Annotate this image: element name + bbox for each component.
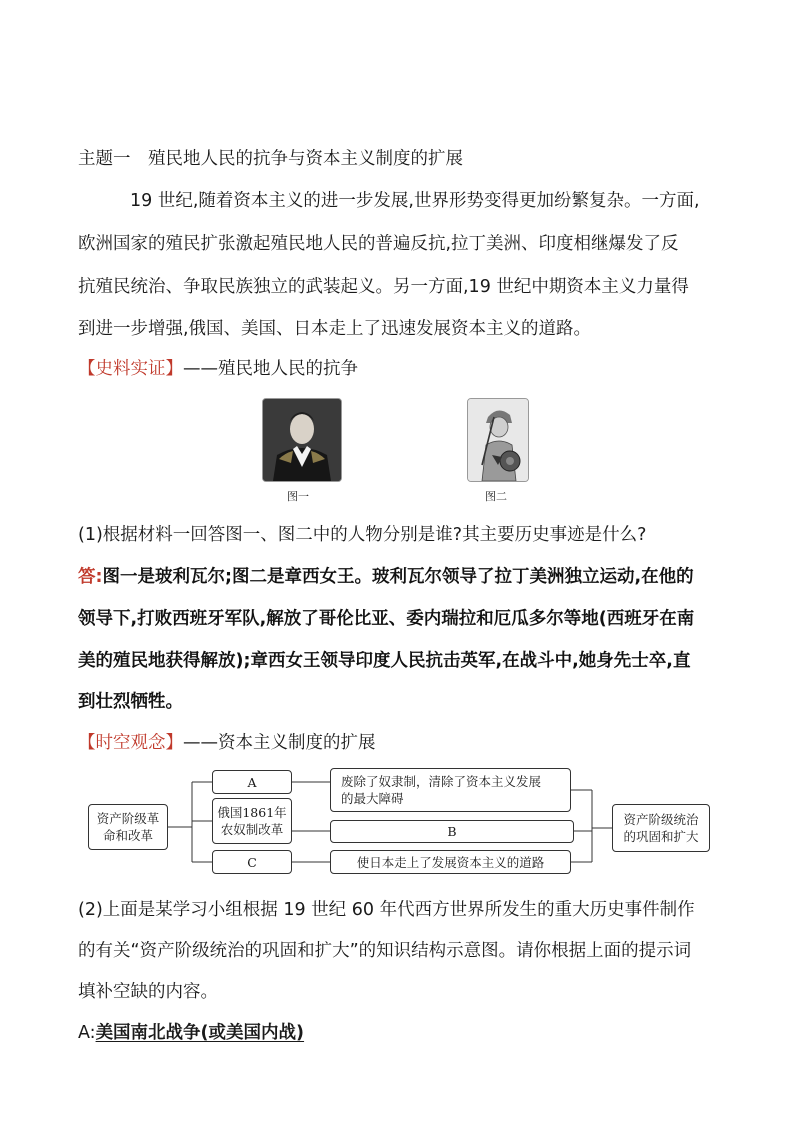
node-text-line: 的最大障碍: [341, 791, 404, 806]
node-text-line: 命和改革: [102, 828, 153, 843]
question-1: (1)根据材料一回答图一、图二中的人物分别是谁?其主要历史事迹是什么?: [78, 525, 647, 545]
diagram-node-bourgeois-revolution: [88, 804, 168, 850]
answer-2-text: 美国南北战争(或美国内战): [95, 1023, 305, 1043]
diagram-blank-a: A: [212, 770, 292, 794]
section-subtitle: ——殖民地人民的抗争: [183, 359, 358, 379]
answer-1-line-3: 美的殖民地获得解放);章西女王领导印度人民抗击英军,在战斗中,她身先士卒,直: [78, 651, 691, 671]
question-2-line-3: 填补空缺的内容。: [78, 982, 218, 1002]
answer-1-line-2: 领导下,打败西班牙军队,解放了哥伦比亚、委内瑞拉和厄瓜多尔等地(西班牙在南: [78, 609, 695, 629]
node-text-line: 废除了奴隶制，清除了资本主义发展: [341, 774, 542, 789]
diagram-node-bourgeois-rule: [612, 804, 710, 852]
diagram-blank-b: B: [330, 820, 574, 843]
answer-label: 答:: [78, 567, 103, 587]
intro-line-1: 19 世纪,随着资本主义的进一步发展,世界形势变得更加纷繁复杂。一方面,: [130, 191, 700, 211]
node-text-line: 俄国1861年: [217, 805, 287, 820]
section-tag: 【时空观念】: [78, 733, 183, 753]
node-text-line: 资产阶级革: [96, 811, 160, 826]
intro-line-4: 到进一步增强,俄国、美国、日本走上了迅速发展资本主义的道路。: [78, 319, 592, 339]
section-tag: 【史料实证】: [78, 359, 183, 379]
diagram-desc-abolish-slavery: [330, 768, 571, 812]
intro-line-3: 抗殖民统治、争取民族独立的武装起义。另一方面,19 世纪中期资本主义力量得: [78, 277, 689, 297]
answer-2: [78, 1022, 304, 1044]
figure-1-caption: 图一: [287, 490, 309, 503]
answer-2-label: A:: [78, 1023, 96, 1043]
answer-1-line-4: 到壮烈牺牲。: [78, 692, 183, 712]
answer-1-text: 图一是玻利瓦尔;图二是章西女王。玻利瓦尔领导了拉丁美洲独立运动,在他的: [102, 567, 694, 587]
node-text-line: 资产阶级统治: [623, 812, 699, 827]
section-subtitle: ——资本主义制度的扩展: [183, 733, 376, 753]
question-2-line-2: 的有关“资产阶级统治的巩固和扩大”的知识结构示意图。请你根据上面的提示词: [78, 941, 692, 961]
node-text-line: 农奴制改革: [220, 822, 284, 837]
figure-2-caption: 图二: [485, 490, 507, 503]
page-title: 主题一 殖民地人民的抗争与资本主义制度的扩展: [78, 149, 463, 169]
intro-line-2: 欧洲国家的殖民扩张激起殖民地人民的普遍反抗,拉丁美洲、印度相继爆发了反: [78, 234, 679, 254]
diagram-desc-japan: 使日本走上了发展资本主义的道路: [330, 850, 571, 874]
diagram-node-russia-reform: [212, 798, 292, 844]
diagram-blank-c: C: [212, 850, 292, 874]
node-text-line: 的巩固和扩大: [623, 829, 699, 844]
question-2-line-1: (2)上面是某学习小组根据 19 世纪 60 年代西方世界所发生的重大历史事件制作: [78, 900, 695, 920]
